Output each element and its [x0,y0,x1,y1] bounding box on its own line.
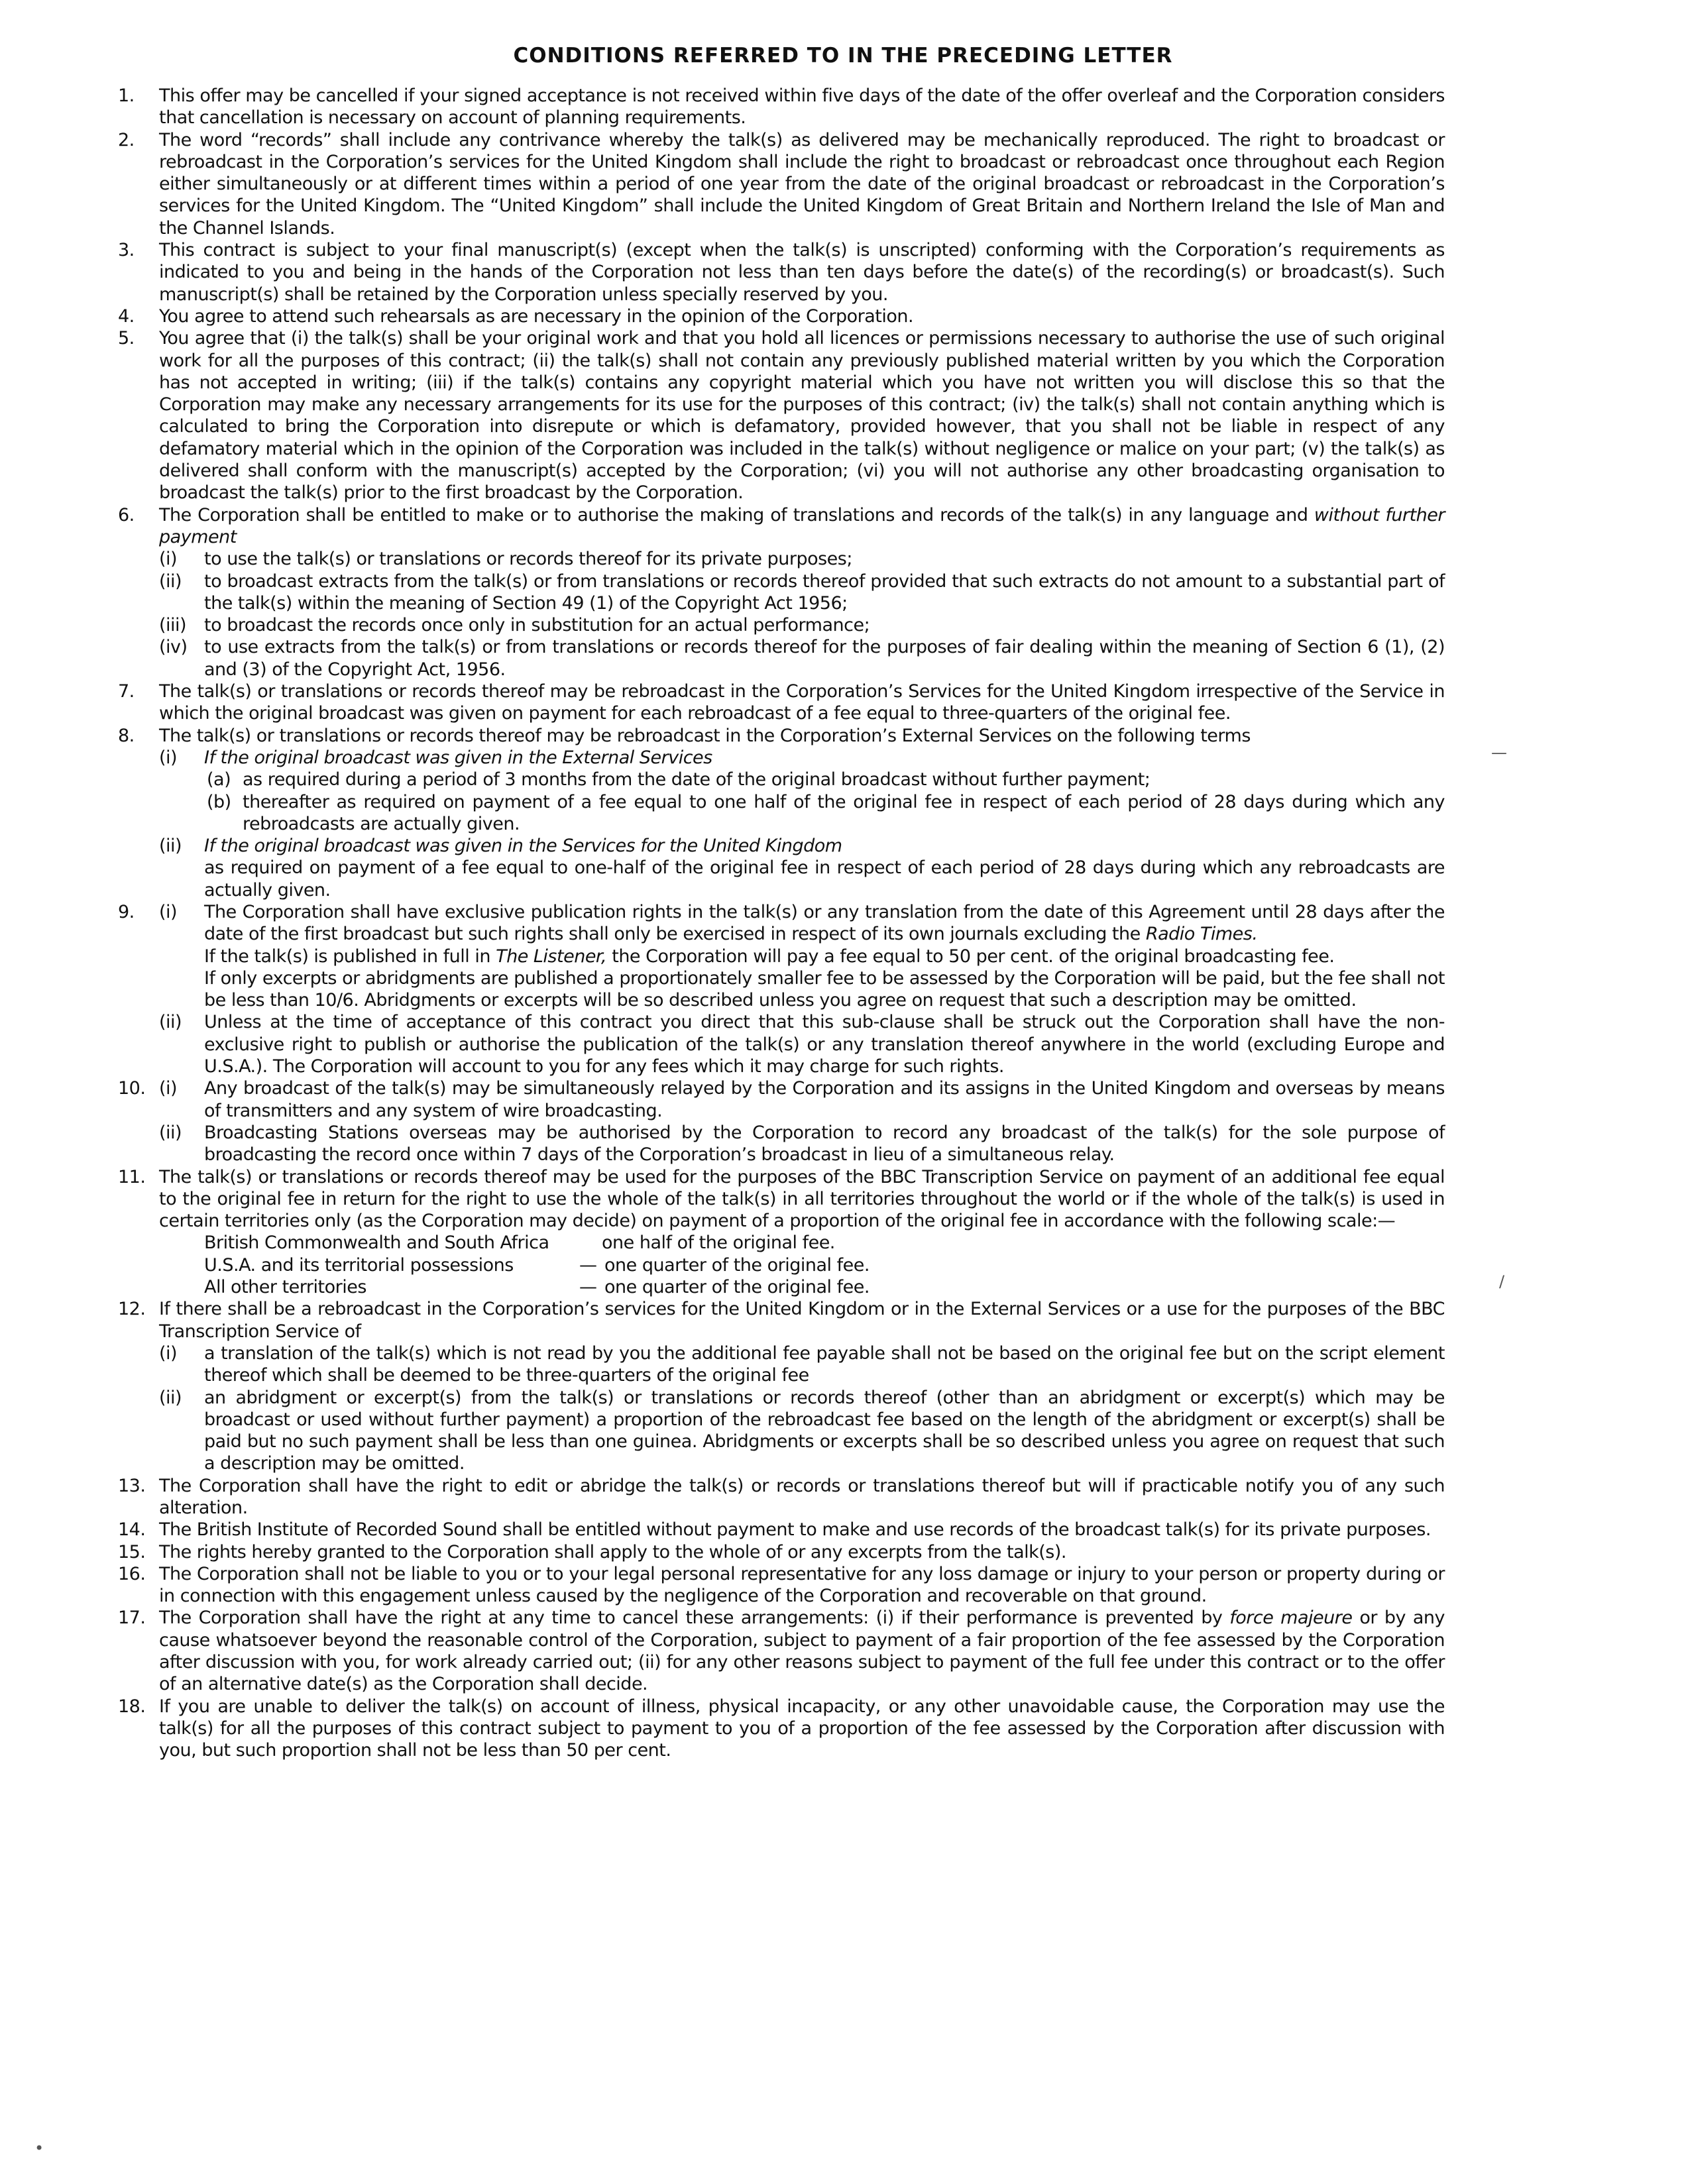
subclause-label: (ii) [159,571,182,592]
subclause-continuation [118,857,1445,901]
condition-number: 12. [118,1299,146,1320]
subclause [118,548,1445,570]
condition-number: 9. [118,901,135,922]
subclause-italic: Radio Times. [1145,924,1258,945]
condition-number: 11. [118,1166,146,1187]
condition-text: The word “records” shall include any contrivance whereby the talk(s) as delivered may be mechanically reproduced. The right to broadcast or rebroadcast in the Corporation’s services for the United Kingdom shall include the right to broadcast or rebroadcast once throughout each Region either simultaneously or at different times within a period of one year from the date of the original broadcast or rebroadcast in the Corporation’s services for the United Kingdom. The “United Kingdom” shall include the United Kingdom of Great Britain and Northern Ireland the Isle of Man and the Channel Islands. [159,129,1445,239]
condition-text [159,504,1445,549]
condition-text: The British Institute of Recorded Sound shall be entitled without payment to make and use records of the broadcast talk(s) for its private purposes. [159,1519,1431,1541]
subclause-label: (i) [159,1078,178,1099]
subclause-label: (ii) [159,1122,182,1143]
condition-7 [118,681,1445,725]
fee-amount: one half of the original fee. [602,1232,835,1254]
condition-number: 4. [118,305,135,327]
subclause-text: the Corporation will pay a fee equal to 50 per cent. of the original broadcasting fee. [612,946,1335,967]
condition-text: The talk(s) or translations or records thereof may be rebroadcast in the Corporation’s Services for the United Kingdom irrespective of the Service in which the original broadcast was given on payment for each rebroadcast of a fee equal to three-quarters of the original fee. [159,681,1445,724]
condition-4 [118,305,1445,327]
condition-15 [118,1541,1445,1563]
condition-text [159,1607,1445,1695]
subclause-label: (i) [159,549,178,570]
condition-text-italic: without further payment [159,504,1445,547]
subclause [118,1122,1445,1166]
condition-16 [118,1563,1445,1608]
subclause-text: Unless at the time of acceptance of this contract you direct that this sub-clause shall be struck out the Corporation shall have the non-exclusive right to publish or authorise the publication of the talk(s) or any translation thereof anywhere in the world (excluding Europe and U.S.A.). The Corporation will account to you for any fees which it may charge for such rights. [204,1012,1445,1077]
condition-text: The Corporation shall have the right to edit or abridge the talk(s) or records or translations thereof but will if practicable notify you of any such alteration. [159,1475,1445,1518]
condition-11 [118,1166,1445,1232]
subclause-text: Broadcasting Stations overseas may be authorised by the Corporation to record any broadcast of the talk(s) for the sole purpose of broadcasting the record once within 7 days of the Corporation’s broadcast in lieu of a simultaneous relay. [204,1122,1445,1166]
fee-scale [118,1232,1445,1298]
condition-number: 2. [118,129,135,150]
condition-text-main: or by any cause whatsoever beyond the reasonable control of the Corporation, subject to payment of a fair proportion of the fee assessed by the Corporation after discussion with you, for work already carried out; (ii) for any other reasons subject to payment of the full fee under this contract or to the offer of an alternative date(s) as the Corporation shall decide. [159,1608,1445,1695]
condition-17 [118,1607,1445,1695]
subclause-text: If only excerpts or abridgments are published a proportionately smaller fee to be assessed by the Corporation will be paid, but the fee shall not be less than 10/6. Abridgments or excerpts will be so described unless you agree on request that such a description may be omitted. [204,967,1445,1011]
subclause [118,571,1445,615]
condition-number: 8. [118,725,135,746]
scan-mark: • [34,2139,44,2157]
condition-text: If there shall be a rebroadcast in the Corporation’s services for the United Kingdom or in the External Services or a use for the purposes of the BBC Transcription Service of [159,1299,1445,1342]
subclause-text: to use extracts from the talk(s) or from translations or records thereof for the purposes of fair dealing within the meaning of Section 6 (1), (2) and (3) of the Copyright Act, 1956. [204,637,1445,680]
subclause-label: (i) [159,901,178,922]
condition-6 [118,504,1445,549]
fee-amount: one quarter of the original fee. [604,1254,870,1276]
condition-text: You agree to attend such rehearsals as are necessary in the opinion of the Corporation. [159,305,914,327]
subclause [118,1342,1445,1387]
condition-text: This offer may be cancelled if your signed acceptance is not received within five days of the date of the offer overleaf and the Corporation considers that cancellation is necessary on account of planning requirements. [159,85,1445,129]
condition-9 [118,901,1445,946]
condition-number: 18. [118,1696,146,1717]
fee-region: All other territories [204,1277,366,1298]
subclause [118,747,1445,769]
lettered-text: as required during a period of 3 months from the date of the original broadcast without further payment; [243,769,1151,791]
condition-text: The rights hereby granted to the Corporation shall apply to the whole of or any excerpts from the talk(s). [159,1541,1066,1562]
subclause [159,1077,1445,1122]
fee-scale-row [204,1232,1445,1254]
condition-3 [118,239,1445,305]
subclause-paragraph [118,946,1445,967]
subclause-label: (i) [159,1342,178,1364]
subclause-text: If the talk(s) is published in full in [204,946,490,967]
subclause-heading: If the original broadcast was given in the Services for the United Kingdom [204,836,842,857]
subclause-text: as required on payment of a fee equal to one-half of the original fee in respect of each period of 28 days during which any rebroadcasts are actually given. [204,857,1445,901]
condition-text-main: The Corporation shall have the right at any time to cancel these arrangements: (i) if their performance is prevented by [159,1608,1223,1629]
condition-text-main: The Corporation shall be entitled to make or to authorise the making of translations and records of the talk(s) in any language and [159,504,1308,525]
subclause [118,636,1445,681]
fee-scale-row [204,1254,1445,1276]
condition-text-italic: force majeure [1229,1608,1353,1629]
condition-number: 1. [118,85,135,106]
condition-1 [118,85,1445,129]
scan-mark: — [1491,743,1507,762]
lettered-label: (a) [207,769,231,791]
subclause-text: a translation of the talk(s) which is not read by you the additional fee payable shall not be based on the original fee but on the script element thereof which shall be deemed to be three-quarters of the original fee [204,1342,1445,1386]
subclause-text: to broadcast the records once only in substitution for an actual performance; [204,615,870,636]
condition-14 [118,1519,1445,1541]
condition-text: The Corporation shall not be liable to you or to your legal personal representative for any loss damage or injury to your person or property during or in connection with this engagement unless caused by the negligence of the Corporation and recoverable on that ground. [159,1563,1445,1607]
subclause-label: (iii) [159,615,187,636]
subclause-label: (i) [159,747,178,768]
subclause [118,1011,1445,1077]
condition-number: 7. [118,681,135,702]
condition-text: The talk(s) or translations or records thereof may be rebroadcast in the Corporation’s External Services on the following terms [159,725,1251,746]
condition-number: 10. [118,1078,146,1099]
fee-dash: — [579,1277,597,1298]
condition-number: 15. [118,1541,146,1562]
fee-dash: — [579,1254,597,1276]
condition-number: 3. [118,240,135,261]
subclause-label: (iv) [159,637,188,658]
subclause [118,835,1445,857]
condition-text: You agree that (i) the talk(s) shall be your original work and that you hold all licences or permissions necessary to authorise the use of such original work for all the purposes of this contract; (ii) the talk(s) shall not contain any previously published material written by you which the Corporation has not accepted in writing; (iii) if the talk(s) contains any copyright material which you have not written you will disclose this so that the Corporation may make any necessary arrangements for its use for the purposes of this contract; (iv) the talk(s) shall not contain anything which is calculated to bring the Corporation into disrepute or which is defamatory, provided however, that you shall not be liable in respect of any defamatory material which in the opinion of the Corporation was included in the talk(s) without negligence or malice on your part; (v) the talk(s) as delivered shall conform with the manuscript(s) accepted by the Corporation; (vi) you will not authorise any other broadcasting organisation to broadcast the talk(s) prior to the first broadcast by the Corporation. [159,328,1445,504]
condition-number: 13. [118,1475,146,1496]
fee-scale-row [204,1276,1445,1298]
condition-13 [118,1475,1445,1519]
condition-text: This contract is subject to your final manuscript(s) (except when the talk(s) is unscripted) conforming with the Corporation’s requirements as indicated to you and being in the hands of the Corporation not less than ten days before the date(s) of the recording(s) or broadcast(s). Such manuscript(s) shall be retained by the Corporation unless specially reserved by you. [159,240,1445,305]
condition-5 [118,327,1445,504]
subclause-label: (ii) [159,836,182,857]
condition-12 [118,1298,1445,1342]
condition-10 [118,1077,1445,1122]
subclause-label: (ii) [159,1387,182,1408]
subclause-label: (ii) [159,1012,182,1033]
fee-region: British Commonwealth and South Africa [204,1232,549,1254]
condition-18 [118,1696,1445,1762]
subclause [118,1387,1445,1475]
fee-region: U.S.A. and its territorial possessions [204,1254,514,1276]
lettered-label: (b) [207,791,231,812]
subclause-text: an abridgment or excerpt(s) from the talk(s) or translations or records thereof (other than an abridgment or excerpt(s) which may be broadcast or used without further payment) a proportion of the rebroadcast fee based on the length of the abridgment or excerpt(s) shall be paid but no such payment shall be less than one guinea. Abridgments or excerpts shall be so described unless you agree on request that such a description may be omitted. [204,1387,1445,1474]
condition-number: 5. [118,328,135,349]
subclause-text: The Corporation shall have exclusive publication rights in the talk(s) or any translation from the date of this Agreement until 28 days after the date of the first broadcast but such rights shall only be exercised in respect of its own journals excluding the [204,901,1445,945]
subclause-heading: If the original broadcast was given in the External Services [204,747,712,768]
condition-text: If you are unable to deliver the talk(s) on account of illness, physical incapacity, or any other unavoidable cause, the Corporation may use the talk(s) for all the purposes of this contract subject to payment to you of a proportion of the fee assessed by the Corporation after discussion with you, but such proportion shall not be less than 50 per cent. [159,1696,1445,1761]
lettered-text: thereafter as required on payment of a fee equal to one half of the original fee in respect of each period of 28 days during which any rebroadcasts are actually given. [243,791,1445,834]
subclause-paragraph [118,967,1445,1012]
condition-text: The talk(s) or translations or records thereof may be used for the purposes of the BBC Transcription Service on payment of an additional fee equal to the original fee in return for the right to use the whole of the talk(s) in all territories throughout the world or if the whole of the talk(s) is used in certain territories only (as the Corporation may decide) on payment of a proportion of the original fee in accordance with the following scale:— [159,1166,1445,1232]
conditions-list [118,85,1445,1762]
condition-number: 16. [118,1563,146,1584]
publication-title: The Listener, [496,946,607,967]
subclause [159,901,1445,946]
condition-number: 6. [118,504,135,525]
condition-8 [118,725,1445,747]
subclause-text: to broadcast extracts from the talk(s) or from translations or records thereof provided that such extracts do not amount to a substantial part of the talk(s) within the meaning of Section 49 (1) of the Copyright Act 1956; [204,571,1445,614]
subclause-text: Any broadcast of the talk(s) may be simultaneously relayed by the Corporation and its assigns in the United Kingdom and overseas by means of transmitters and any system of wire broadcasting. [204,1078,1445,1121]
lettered-clause [118,791,1445,836]
condition-number: 17. [118,1608,146,1629]
condition-2 [118,129,1445,239]
page-title: CONDITIONS REFERRED TO IN THE PRECEDING LETTER [513,44,1173,68]
condition-number: 14. [118,1519,146,1541]
lettered-clause [118,769,1445,791]
subclause-text: to use the talk(s) or translations or records thereof for its private purposes; [204,549,852,570]
subclause [118,614,1445,636]
scan-mark: / [1499,1272,1505,1291]
fee-amount: one quarter of the original fee. [604,1277,870,1298]
